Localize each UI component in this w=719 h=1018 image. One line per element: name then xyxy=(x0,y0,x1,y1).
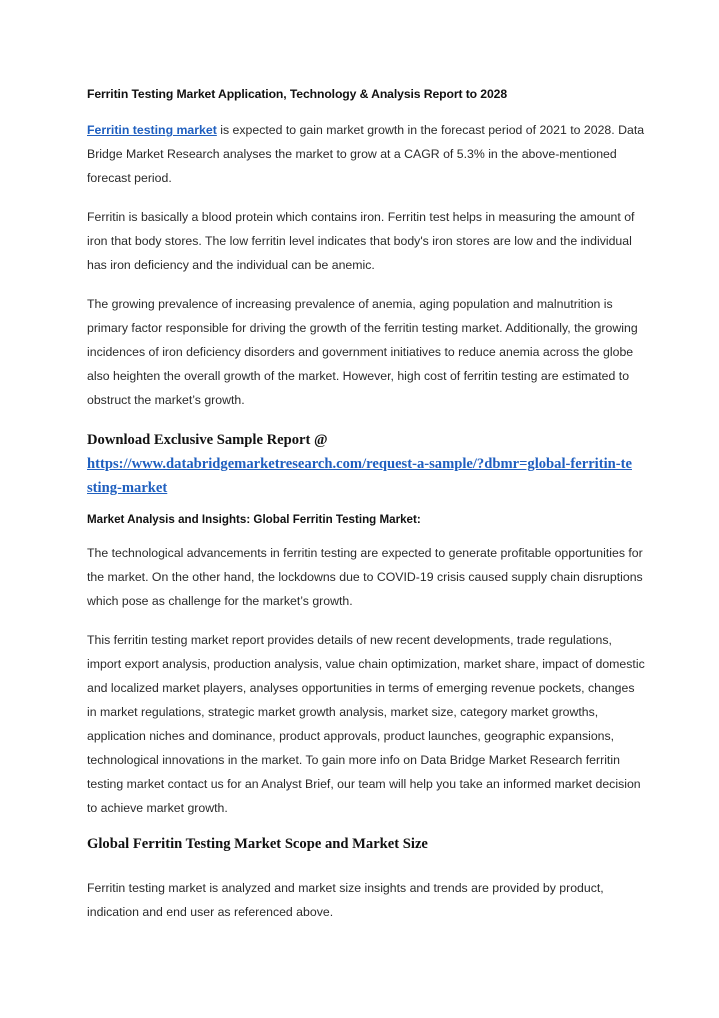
report-details-paragraph: This ferritin testing market report provides details of new recent developments, trade regulations, import export analysis, production analysis, value chain optimization, market share, impact of domestic and localized market players, analyses opportunities in terms of emerging revenue pockets, changes in market regulations, strategic market growth analysis, market size, category market growths, application niches and dominance, product approvals, product launches, geographic expansions, technological innovations in the market. To gain more info on Data Bridge Market Research ferritin testing market contact us for an Analyst Brief, our team will help you take an informed market decision to achieve market growth. xyxy=(87,633,645,815)
technology-paragraph: The technological advancements in ferritin testing are expected to generate profitable opportunities for the market. On the other hand, the lockdowns due to COVID-19 crisis caused supply chain disruptions which pose as challenge for the market’s growth. xyxy=(87,546,643,608)
growth-drivers-paragraph: The growing prevalence of increasing prevalence of anemia, aging population and malnutrition is primary factor responsible for driving the growth of the ferritin testing market. Additionally, the growing incidences of iron deficiency disorders and government initiatives to reduce anemia across the globe also heighten the overall growth of the market. However, high cost of ferritin testing are estimated to obstruct the market’s growth. xyxy=(87,297,638,407)
download-sample-label: Download Exclusive Sample Report @ xyxy=(87,432,328,448)
sample-report-link[interactable]: https://www.databridgemarketresearch.com/request-a-sample/?dbmr=global-ferritin-testing-market xyxy=(87,456,632,496)
intro-paragraph xyxy=(87,118,647,190)
document-title: Ferritin Testing Market Application, Technology & Analysis Report to 2028 xyxy=(87,87,508,101)
ferritin-testing-market-link[interactable]: Ferritin testing market xyxy=(87,123,217,137)
intro-text: is expected to gain market growth in the forecast period of 2021 to 2028. Data Bridge Market Research analyses the market to grow at a CAGR of 5.3% in the above-mentioned forecast period. xyxy=(87,123,645,185)
download-sample-block xyxy=(87,428,647,500)
insights-heading: Market Analysis and Insights: Global Ferritin Testing Market: xyxy=(87,513,421,526)
ferritin-description-paragraph: Ferritin is basically a blood protein which contains iron. Ferritin test helps in measuring the amount of iron that body stores. The low ferritin level indicates that body's iron stores are low and the individual has iron deficiency and the individual can be anemic. xyxy=(87,210,635,272)
scope-heading: Global Ferritin Testing Market Scope and Market Size xyxy=(87,836,428,852)
scope-paragraph: Ferritin testing market is analyzed and market size insights and trends are provided by product, indication and end user as referenced above. xyxy=(87,881,604,919)
